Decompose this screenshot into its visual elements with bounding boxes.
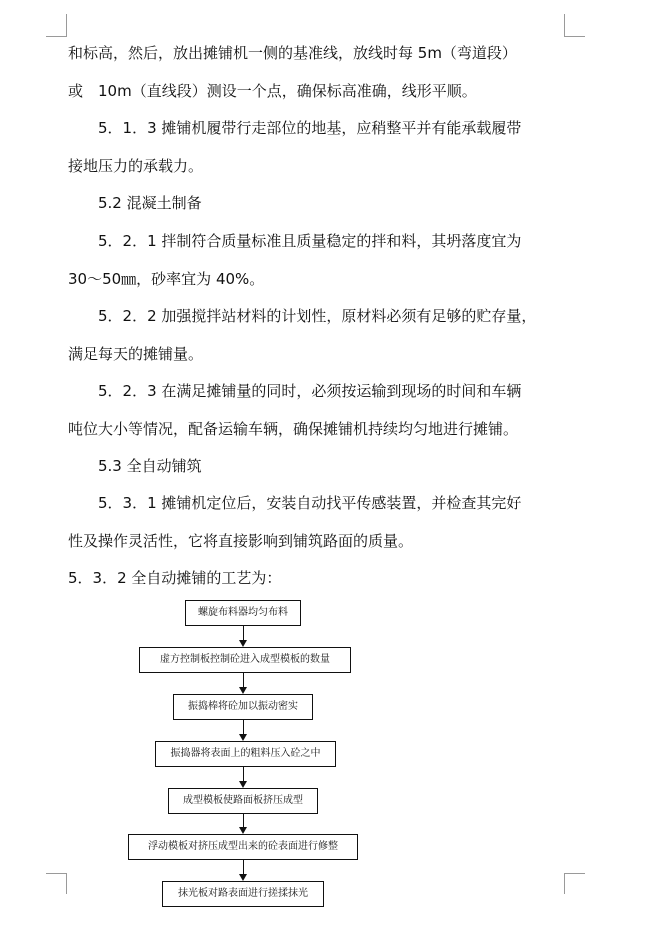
flow-arrow-1-head bbox=[239, 640, 247, 647]
flow-step-6: 浮动模板对挤压成型出来的砼表面进行修整 bbox=[128, 834, 358, 860]
line-1: 5．2．3 在满足摊铺量的同时，必须按运输到现场的时间和车辆 bbox=[98, 382, 522, 400]
flow-arrow-4-head bbox=[239, 781, 247, 788]
flow-step-7: 抹光板对路表面进行搓揉抹光 bbox=[162, 881, 324, 907]
line-2: 满足每天的摊铺量。 bbox=[68, 344, 204, 363]
flow-arrow-3-head bbox=[239, 734, 247, 741]
line-2: 或 10m（直线段）测设一个点，确保标高准确，线形平顺。 bbox=[68, 81, 477, 100]
line-2: 吨位大小等情况，配备运输车辆，确保摊铺机持续均匀地进行摊铺。 bbox=[68, 419, 519, 438]
flow-arrow-2-head bbox=[239, 687, 247, 694]
line-1: 5.3 全自动铺筑 bbox=[98, 457, 202, 475]
flow-arrow-5 bbox=[243, 814, 244, 827]
flow-step-3: 振捣棒将砼加以振动密实 bbox=[173, 694, 313, 720]
line-2: 接地压力的承载力。 bbox=[68, 156, 204, 175]
line-1: 5．2．1 拌制符合质量标准且质量稳定的拌和料，其坍落度宜为 bbox=[98, 232, 522, 250]
flow-arrow-6 bbox=[243, 860, 244, 874]
line-1: 5．3．2 全自动摊铺的工艺为： bbox=[68, 569, 282, 587]
flow-step-2: 虚方控制板控制砼进入成型模板的数量 bbox=[139, 647, 351, 673]
flow-arrow-3 bbox=[243, 720, 244, 734]
flow-arrow-1 bbox=[243, 626, 244, 640]
line-1: 5．2．2 加强搅拌站材料的计划性，原材料必须有足够的贮存量， bbox=[98, 307, 537, 325]
flow-step-5: 成型模板使路面板挤压成型 bbox=[168, 788, 318, 814]
flow-step-4: 振捣器将表面上的粗料压入砼之中 bbox=[155, 741, 336, 767]
line-2: 性及操作灵活性，它将直接影响到铺筑路面的质量。 bbox=[68, 531, 414, 550]
line-1: 5．1．3 摊铺机履带行走部位的地基，应稍整平并有能承载履带 bbox=[98, 119, 522, 137]
line-1: 和标高，然后，放出摊铺机一侧的基准线，放线时每 5m（弯道段） bbox=[68, 44, 517, 62]
flow-step-1: 螺旋布料器均匀布料 bbox=[185, 600, 301, 626]
flow-arrow-6-head bbox=[239, 874, 247, 881]
flow-arrow-5-head bbox=[239, 827, 247, 834]
flow-arrow-2 bbox=[243, 673, 244, 687]
line-1: 5．3．1 摊铺机定位后，安装自动找平传感装置，并检查其完好 bbox=[98, 494, 522, 512]
flow-arrow-4 bbox=[243, 767, 244, 781]
line-1: 5.2 混凝土制备 bbox=[98, 194, 202, 212]
line-2: 30～50㎜，砂率宜为 40%。 bbox=[68, 269, 265, 288]
